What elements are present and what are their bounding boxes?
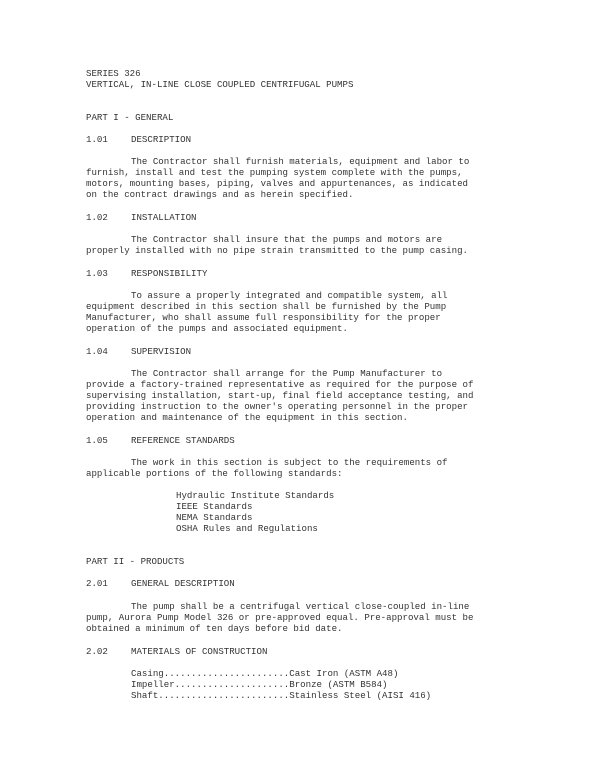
standard-item: IEEE Standards bbox=[176, 501, 253, 512]
paragraph-line: The Contractor shall insure that the pumps and motors are bbox=[131, 234, 443, 245]
paragraph-line: The Contractor shall furnish materials, equipment and labor to bbox=[131, 156, 470, 167]
paragraph-line: applicable portions of the following standards: bbox=[86, 468, 343, 479]
section-number: 1.02 bbox=[86, 212, 108, 223]
section-title: REFERENCE STANDARDS bbox=[131, 435, 235, 446]
standard-item: OSHA Rules and Regulations bbox=[176, 523, 318, 534]
paragraph-line: provide a factory-trained representative as required for the purpose of bbox=[86, 379, 474, 390]
standard-item: NEMA Standards bbox=[176, 512, 253, 523]
section-number: 2.01 bbox=[86, 578, 108, 589]
paragraph-line: obtained a minimum of ten days before bid date. bbox=[86, 623, 343, 634]
section-title: SUPERVISION bbox=[131, 346, 192, 357]
paragraph-line: operation of the pumps and associated equipment. bbox=[86, 323, 348, 334]
paragraph-line: The work in this section is subject to the requirements of bbox=[131, 457, 448, 468]
standard-item: Hydraulic Institute Standards bbox=[176, 490, 335, 501]
paragraph-line: on the contract drawings and as herein specified. bbox=[86, 189, 354, 200]
section-number: 1.05 bbox=[86, 435, 108, 446]
part-heading-products: PART II - PRODUCTS bbox=[86, 556, 185, 567]
section-title: INSTALLATION bbox=[131, 212, 197, 223]
paragraph-line: To assure a properly integrated and compatible system, all bbox=[131, 290, 448, 301]
paragraph-line: operation and maintenance of the equipment in this section. bbox=[86, 412, 408, 423]
part-heading-general: PART I - GENERAL bbox=[86, 112, 174, 123]
section-number: 1.01 bbox=[86, 134, 108, 145]
paragraph-line: The pump shall be a centrifugal vertical close-coupled in-line bbox=[131, 601, 470, 612]
paragraph-line: pump, Aurora Pump Model 326 or pre-approved equal. Pre-approval must be bbox=[86, 612, 474, 623]
section-title: DESCRIPTION bbox=[131, 134, 192, 145]
section-title: GENERAL DESCRIPTION bbox=[131, 578, 235, 589]
material-row: Impeller.....................Bronze (ASTM B584) bbox=[131, 679, 388, 690]
paragraph-line: properly installed with no pipe strain transmitted to the pump casing. bbox=[86, 245, 468, 256]
paragraph-line: motors, mounting bases, piping, valves and appurtenances, as indicated bbox=[86, 178, 468, 189]
material-row: Casing.......................Cast Iron (ASTM A48) bbox=[131, 668, 399, 679]
section-number: 2.02 bbox=[86, 646, 108, 657]
paragraph-line: furnish, install and test the pumping system complete with the pumps, bbox=[86, 167, 463, 178]
paragraph-line: supervising installation, start-up, final field acceptance testing, and bbox=[86, 390, 474, 401]
paragraph-line: equipment described in this section shall be furnished by the Pump bbox=[86, 301, 447, 312]
series-label: SERIES 326 bbox=[86, 68, 141, 79]
paragraph-line: Manufacturer, who shall assume full responsibility for the proper bbox=[86, 312, 441, 323]
section-title: MATERIALS OF CONSTRUCTION bbox=[131, 646, 268, 657]
section-title: RESPONSIBILITY bbox=[131, 268, 208, 279]
section-number: 1.03 bbox=[86, 268, 108, 279]
paragraph-line: The Contractor shall arrange for the Pump Manufacturer to bbox=[131, 368, 443, 379]
section-number: 1.04 bbox=[86, 346, 108, 357]
material-row: Shaft........................Stainless Steel (AISI 416) bbox=[131, 690, 432, 701]
paragraph-line: providing instruction to the owner's operating personnel in the proper bbox=[86, 401, 468, 412]
document-title: VERTICAL, IN-LINE CLOSE COUPLED CENTRIFUGAL PUMPS bbox=[86, 79, 354, 90]
